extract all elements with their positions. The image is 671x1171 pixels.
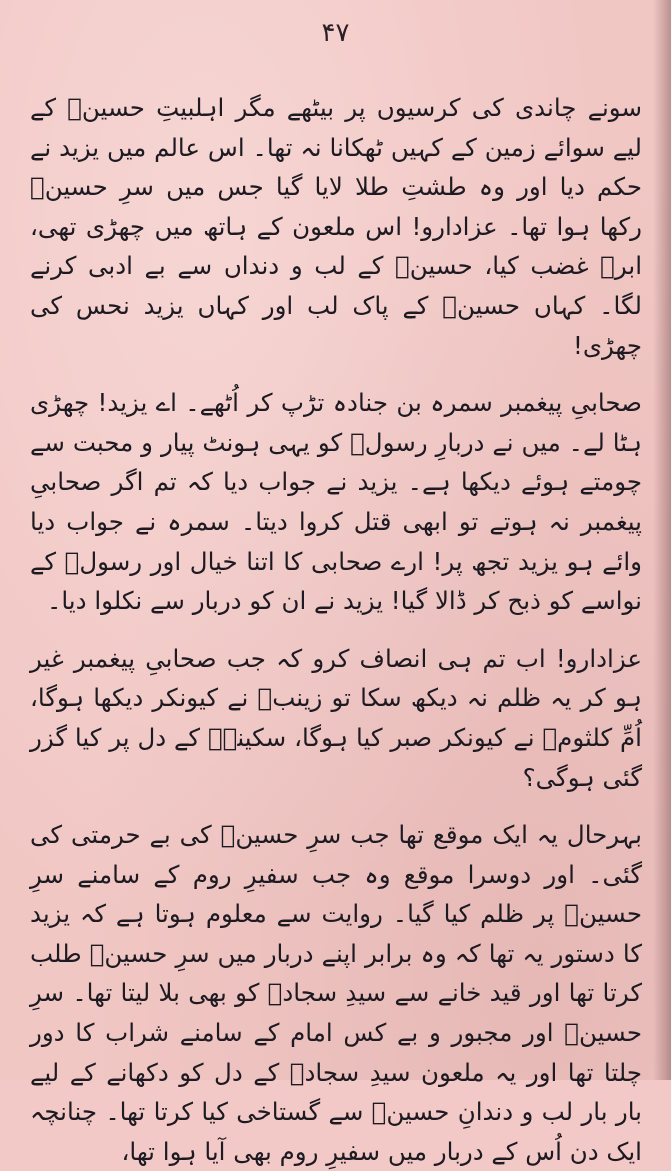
paragraph-3: عزادارو! اب تم ہی انصاف کرو کہ جب صحابیِ پیغمبر غیر ہو کر یہ ظلم نہ دیکھ سکا تو زینبؑ نے کیونکر دیکھا ہوگا، اُمِّ کلثومؑ نے کیونکر صبر کیا ہوگا، سکینہؑ کے دل پر کیا گزر گئی ہوگی؟ (30, 643, 642, 792)
paragraph-2: صحابیِ پیغمبر سمرہ بن جنادہ تڑپ کر اُٹھے۔ اے یزید! چھڑی ہٹا لے۔ میں نے دربارِ رسولؐ کو یہی ہونٹ پیار و محبت سے چومتے ہوئے دیکھا ہے۔ یزید نے جواب دیا کہ تم اگر صحابیِ پیغمبر نہ ہوتے تو ابھی قتل کروا دیتا۔ سمرہ نے جواب دیا وائے ہو یزید تجھ پر! ارے صحابی کا اتنا خیال اور رسولؐ کے نواسے کو ذبح کر ڈالا گیا! یزید نے ان کو دربار سے نکلوا دیا۔ (30, 388, 642, 616)
paragraph-1: سونے چاندی کی کرسیوں پر بیٹھے مگر اہلبیتِ حسینؑ کے لیے سوائے زمین کے کہیں ٹھکانا نہ تھا۔ اس عالم میں یزید نے حکم دیا اور وہ طشتِ طلا لایا گیا جس میں سرِ حسینؑ رکھا ہوا تھا۔ عزادارو! اس ملعون کے ہاتھ میں چھڑی تھی، ابرؔ غضب کیا، حسینؑ کے لب و دنداں سے بے ادبی کرنے لگا۔ کہاں حسینؑ کے پاک لب اور کہاں یزید نحس کی چھڑی! (30, 93, 642, 360)
page-edge-shadow (653, 0, 671, 1080)
page-body (30, 88, 642, 1171)
paragraph-4: بہرحال یہ ایک موقع تھا جب سرِ حسینؑ کی بے حرمتی کی گئی۔ اور دوسرا موقع وہ جب سفیرِ روم کے سامنے سرِ حسینؑ پر ظلم کیا گیا۔ روایت سے معلوم ہوتا ہے کہ یزید کا دستور یہ تھا کہ وہ برابر اپنے دربار میں سرِ حسینؑ طلب کرتا تھا اور قید خانے سے سیدِ سجادؑ کو بھی بلا لیتا تھا۔ سرِ حسینؑ اور مجبور و بے کس امام کے سامنے شراب کا دور چلتا تھا اور یہ ملعون سیدِ سجادؑ کے دل کو دکھانے کے لیے بار بار لب و دندانِ حسینؑ سے گستاخی کیا کرتا تھا۔ چنانچہ ایک دن اُس کے دربار میں سفیرِ روم بھی آیا ہوا تھا، (30, 820, 642, 1166)
page-number: ۴۷ (321, 18, 350, 48)
